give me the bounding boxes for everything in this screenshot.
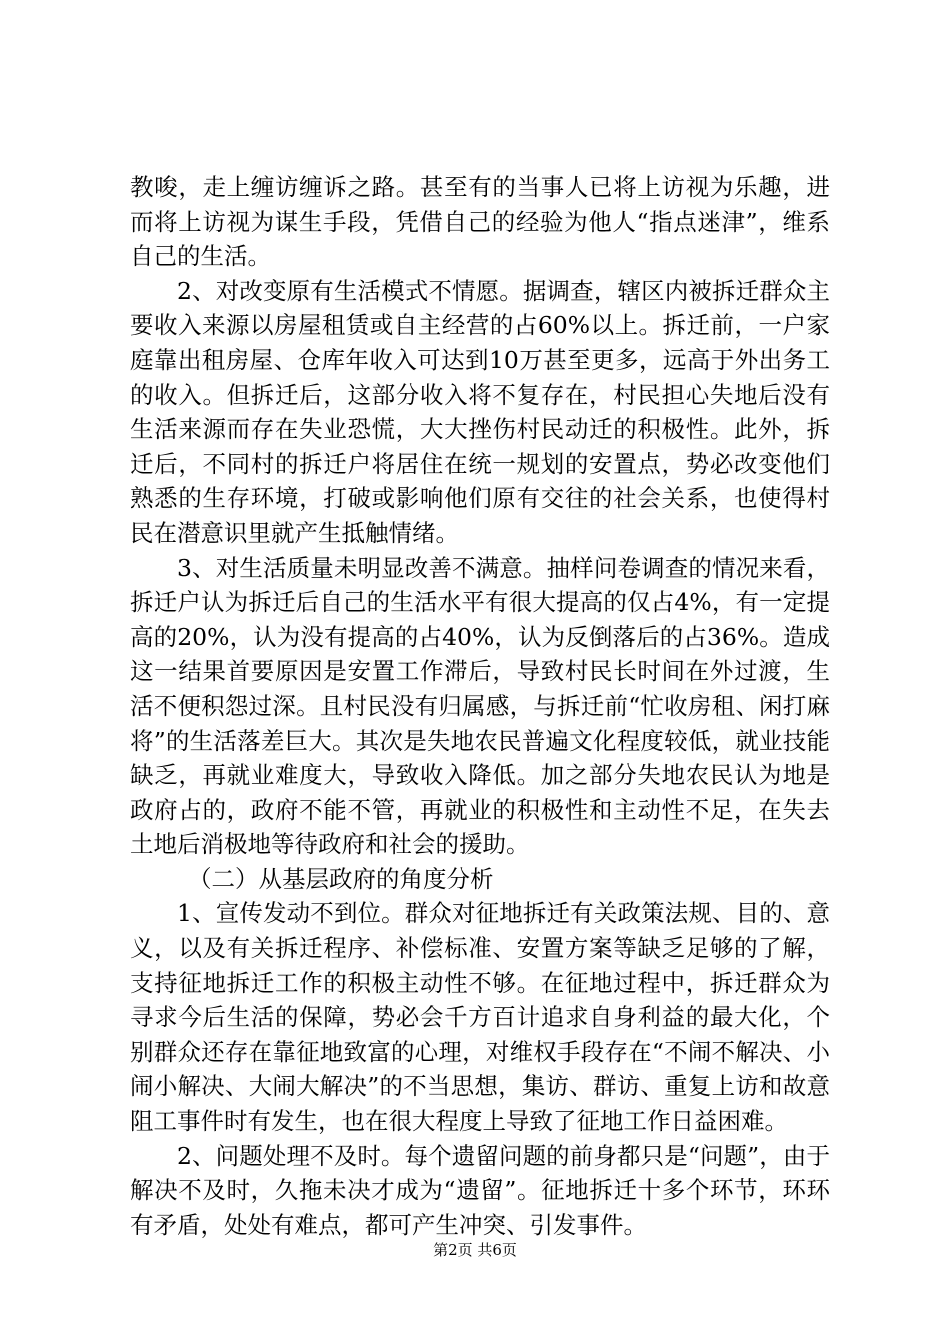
page-footer-page-number: 第2页 共6页	[433, 1241, 517, 1259]
document-body	[130, 170, 830, 1242]
paragraph-item-1-publicity: 1、宣传发动不到位。群众对征地拆迁有关政策法规、目的、意义，以及有关拆迁程序、补偿标准、安置方案等缺乏足够的了解，支持征地拆迁工作的积极主动性不够。在征地过程中，拆迁群众为寻求今后生活的保障，势必会千方百计追求自身利益的最大化，个别群众还存在靠征地致富的心理，对维权手段存在“不闹不解决、小闹小解决、大闹大解决”的不当思想，集访、群访、重复上访和故意阻工事件时有发生，也在很大程度上导致了征地工作日益困难。	[130, 899, 830, 1136]
section-heading-grassroots-government: （二）从基层政府的角度分析	[188, 864, 494, 893]
paragraph-item-3-life-quality: 3、对生活质量未明显改善不满意。抽样问卷调查的情况来看，拆迁户认为拆迁后自己的生活水平有很大提高的仅占4%，有一定提高的20%，认为没有提高的占40%，认为反倒落后的占36%。造成这一结果首要原因是安置工作滞后，导致村民长时间在外过渡，生活不便积怨过深。且村民没有归属感，与拆迁前“忙收房租、闲打麻将”的生活落差巨大。其次是失地农民普遍文化程度较低，就业技能缺乏，再就业难度大，导致收入降低。加之部分失地农民认为地是政府占的，政府不能不管，再就业的积极性和主动性不足，在失去土地后消极地等待政府和社会的援助。	[130, 553, 830, 859]
paragraph-item-2-problem-handling: 2、问题处理不及时。每个遗留问题的前身都只是“问题”，由于解决不及时，久拖未决才成为“遗留”。征地拆迁十多个环节，环环有矛盾，处处有难点，都可产生冲突、引发事件。	[130, 1141, 830, 1239]
paragraph-continuation: 教唆，走上缠访缠诉之路。甚至有的当事人已将上访视为乐趣，进而将上访视为谋生手段，凭借自己的经验为他人“指点迷津”，维系自己的生活。	[130, 173, 830, 271]
paragraph-item-2-life-mode: 2、对改变原有生活模式不情愿。据调查，辖区内被拆迁群众主要收入来源以房屋租赁或自主经营的占60%以上。拆迁前，一户家庭靠出租房屋、仓库年收入可达到10万甚至更多，远高于外出务工的收入。但拆迁后，这部分收入将不复存在，村民担心失地后没有生活来源而存在失业恐慌，大大挫伤村民动迁的积极性。此外，拆迁后，不同村的拆迁户将居住在统一规划的安置点，势必改变他们熟悉的生存环境，打破或影响他们原有交往的社会关系，也使得村民在潜意识里就产生抵触情绪。	[130, 276, 830, 547]
